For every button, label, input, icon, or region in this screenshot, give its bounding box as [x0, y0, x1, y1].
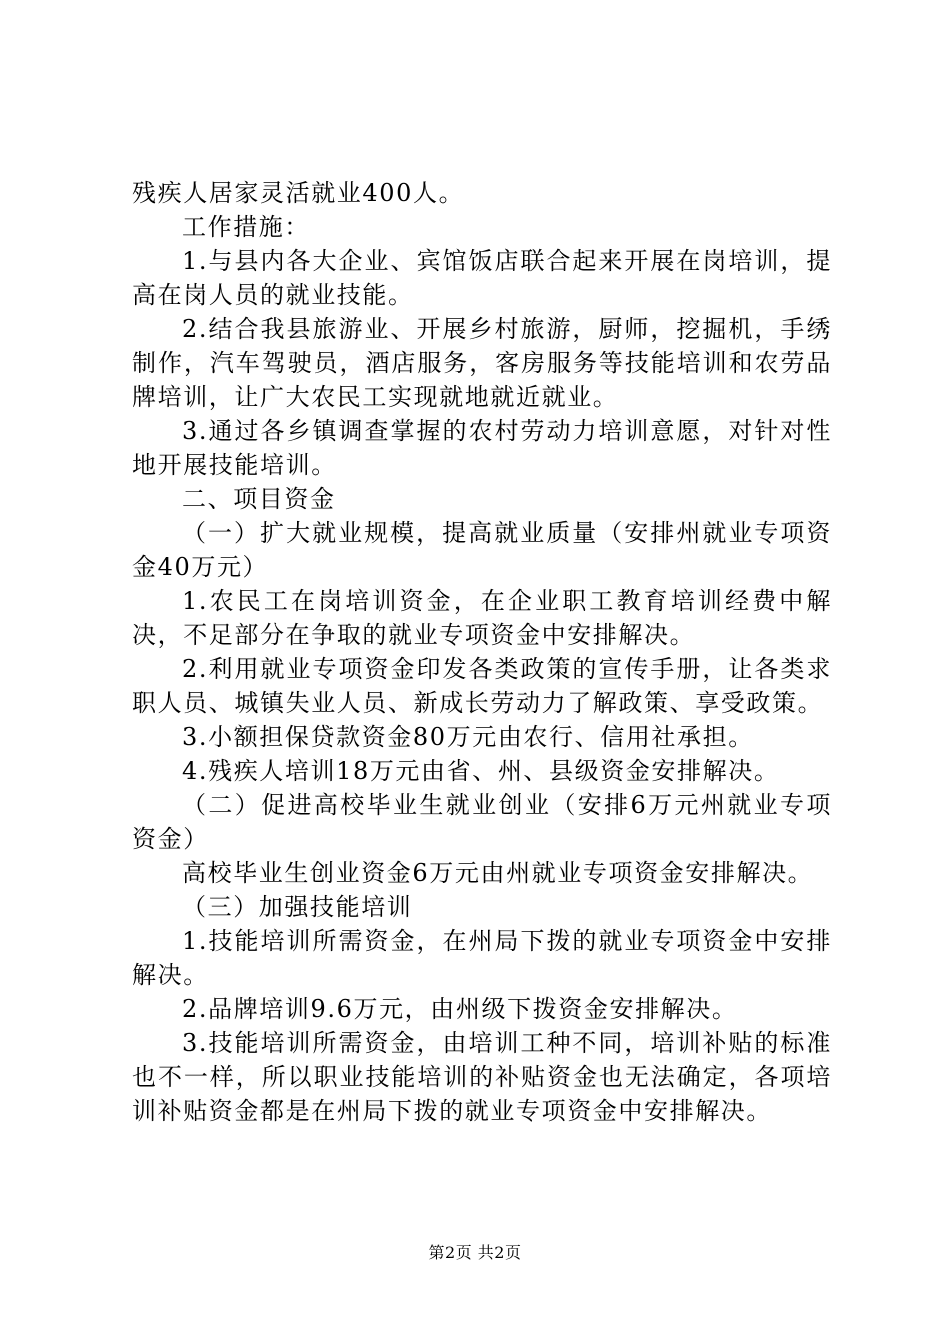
page-number-footer: 第2页 共2页 — [428, 1243, 522, 1262]
subsection-heading: （一）扩大就业规模，提高就业质量（安排州就业专项资金40万元） — [132, 519, 832, 581]
subsection-heading: （二）促进高校毕业生就业创业（安排6万元州就业专项资金） — [132, 791, 832, 853]
paragraph: 3.技能培训所需资金，由培训工种不同，培训补贴的标准也不一样，所以职业技能培训的补贴资金也无法确定，各项培训补贴资金都是在州局下拨的就业专项资金中安排解决。 — [132, 1029, 832, 1125]
paragraph: 2.结合我县旅游业、开展乡村旅游，厨师，挖掘机，手绣制作，汽车驾驶员，酒店服务，客房服务等技能培训和农劳品牌培训，让广大农民工实现就地就近就业。 — [132, 315, 832, 411]
paragraph: 1.技能培训所需资金，在州局下拨的就业专项资金中安排解决。 — [132, 927, 832, 989]
paragraph: 3.通过各乡镇调查掌握的农村劳动力培训意愿，对针对性地开展技能培训。 — [132, 417, 832, 479]
paragraph: 1.农民工在岗培训资金，在企业职工教育培训经费中解决，不足部分在争取的就业专项资金中安排解决。 — [132, 587, 832, 649]
document-body — [132, 176, 832, 1128]
paragraph: 4.残疾人培训18万元由省、州、县级资金安排解决。 — [182, 757, 780, 785]
paragraph: 残疾人居家灵活就业400人。 — [132, 179, 465, 207]
paragraph: 2.利用就业专项资金印发各类政策的宣传手册，让各类求职人员、城镇失业人员、新成长劳动力了解政策、享受政策。 — [132, 655, 832, 717]
paragraph: 工作措施： — [182, 213, 310, 241]
paragraph: 高校毕业生创业资金6万元由州就业专项资金安排解决。 — [182, 859, 814, 887]
paragraph: 2.品牌培训9.6万元，由州级下拨资金安排解决。 — [182, 995, 738, 1023]
paragraph: 1.与县内各大企业、宾馆饭店联合起来开展在岗培训，提高在岗人员的就业技能。 — [132, 247, 832, 309]
subsection-heading: （三）加强技能培训 — [182, 893, 413, 921]
section-heading: 二、项目资金 — [182, 485, 336, 513]
paragraph: 3.小额担保贷款资金80万元由农行、信用社承担。 — [182, 723, 754, 751]
